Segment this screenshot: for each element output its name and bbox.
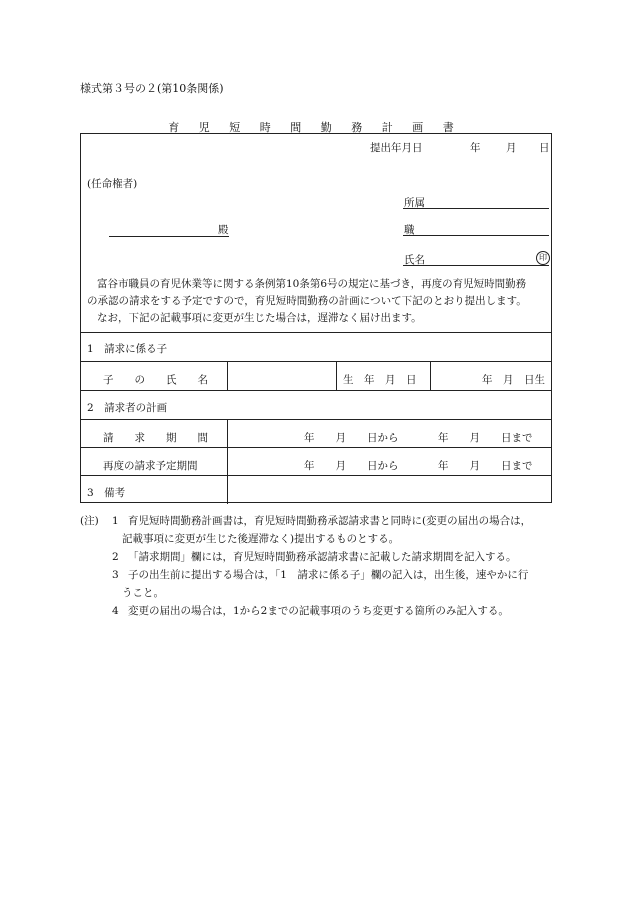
document-title: 育 児 短 時 間 勤 務 計 画 書 xyxy=(168,121,462,134)
position-field[interactable] xyxy=(403,235,549,236)
honorific: 殿 xyxy=(218,224,229,236)
note-text: 「請求期間」欄には，育児短時間勤務承認請求書に記載した請求期間を記入する。 xyxy=(128,551,517,563)
repeat-period-label: 再度の請求予定期間 xyxy=(103,460,198,472)
section-3-heading: 3 備考 xyxy=(87,487,126,499)
note-item-4 xyxy=(80,602,552,620)
note-number: 1 xyxy=(112,515,119,527)
notes-section xyxy=(80,512,552,620)
appointer-label: (任命権者) xyxy=(87,178,138,190)
statement-line-1: 富谷市職員の育児休業等に関する条例第10条第6号の規定に基づき，再度の育児短時間勤務 xyxy=(97,278,527,290)
child-name-label: 子 の 氏 名 xyxy=(103,374,208,386)
statement-line-2: の承認の請求をする予定ですので，育児短時間勤務の計画について下記のとおり提出します。 xyxy=(87,295,527,307)
note-text-cont: うこと。 xyxy=(122,587,164,599)
request-period-until[interactable]: 年 月 日まで xyxy=(438,432,533,444)
seal-mark: 印 xyxy=(536,251,550,265)
notes-label: (注) xyxy=(80,515,99,527)
section-2-heading: 2 請求者の計画 xyxy=(87,402,168,414)
statement-paragraph xyxy=(87,276,547,327)
date-month: 月 xyxy=(506,142,517,154)
note-text: 育児短時間勤務計画書は，育児短時間勤務承認請求書と同時に(変更の届出の場合は， xyxy=(128,515,532,527)
request-period-from[interactable]: 年 月 日から xyxy=(304,432,399,444)
birth-date-value[interactable]: 年 月 日生 xyxy=(482,374,545,386)
submission-date-label: 提出年月日 xyxy=(370,142,423,154)
child-name-field[interactable] xyxy=(228,362,336,390)
position-label: 職 xyxy=(404,224,415,236)
note-number: 3 xyxy=(112,569,119,581)
note-number: 4 xyxy=(112,605,119,617)
note-text: 子の出生前に提出する場合は，「1 請求に係る子」欄の記入は，出生後，速やかに行 xyxy=(128,569,529,581)
form-number: 様式第３号の２(第10条関係) xyxy=(80,82,224,95)
repeat-period-from[interactable]: 年 月 日から xyxy=(304,460,399,472)
date-day: 日 xyxy=(539,142,550,154)
remarks-field[interactable] xyxy=(228,476,548,502)
form-table xyxy=(80,133,552,503)
note-text: 変更の届出の場合は，1から2までの記載事項のうち変更する箇所のみ記入する。 xyxy=(128,605,509,617)
section-1-heading: 1 請求に係る子 xyxy=(87,343,168,355)
note-number: 2 xyxy=(112,551,119,563)
birth-date-label: 生 年 月 日 xyxy=(343,374,417,386)
note-item-1 xyxy=(80,512,552,548)
name-field[interactable] xyxy=(403,265,549,266)
note-text-cont: 記載事項に変更が生じた後遅滞なく)提出するものとする。 xyxy=(122,533,400,545)
date-year: 年 xyxy=(470,142,481,154)
repeat-period-until[interactable]: 年 月 日まで xyxy=(438,460,533,472)
request-period-label: 請 求 期 間 xyxy=(103,432,208,444)
affiliation-field[interactable] xyxy=(403,208,549,209)
statement-line-3: なお，下記の記載事項に変更が生じた場合は，遅滞なく届け出ます。 xyxy=(97,312,422,324)
appointer-name-field[interactable] xyxy=(109,236,229,237)
name-label: 氏名 xyxy=(404,254,425,266)
affiliation-label: 所属 xyxy=(404,197,425,209)
note-item-3 xyxy=(80,566,552,602)
note-item-2 xyxy=(80,548,552,566)
